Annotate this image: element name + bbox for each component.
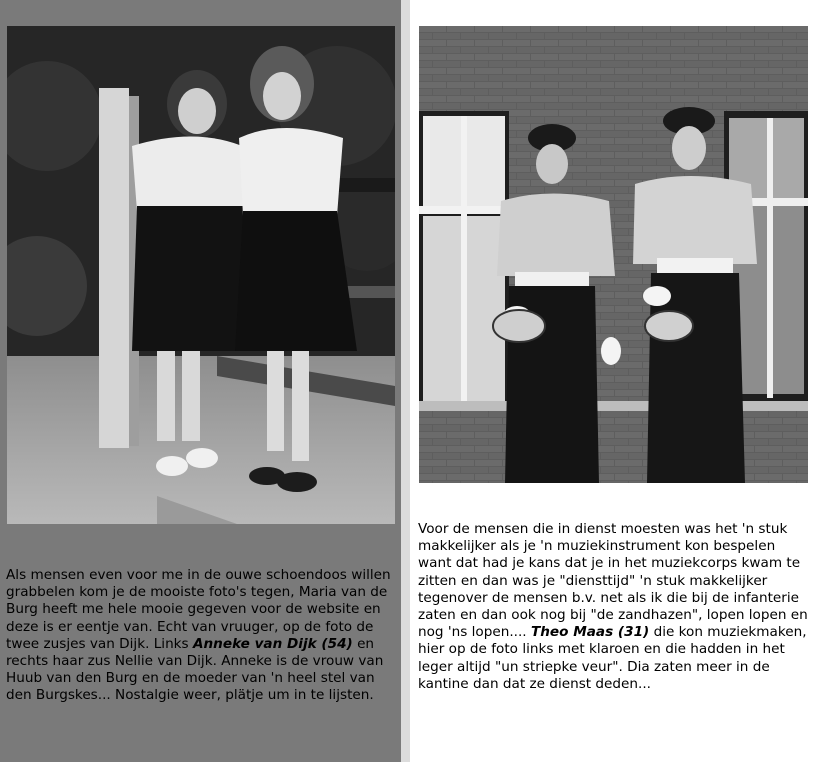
- photo-sisters: [7, 26, 395, 524]
- photo-sisters-image: [7, 26, 395, 524]
- caption-soldiers-text-2: die kon muziekmaken, hier op de foto links met klaroen en die hadden in het leger altijd "un striepke veur". Dia zaten meer in de kantine dan dat ze dienst deden...: [418, 624, 807, 692]
- photo-soldiers: [419, 26, 808, 483]
- caption-sisters: [6, 567, 396, 705]
- caption-soldiers-name: Theo Maas (31): [530, 624, 650, 641]
- photo-soldiers-image: [419, 26, 808, 483]
- caption-sisters-text-2: en rechts haar zus Nellie van Dijk. Anneke is de vrouw van Huub van den Burg en de moeder van 'n heel stel van den Burgskes... Nostalgie weer, plätje um in te lijsten.: [6, 635, 384, 704]
- caption-soldiers: [418, 521, 808, 693]
- caption-soldiers-text-1: Voor de mensen die in dienst moesten was het 'n stuk makkelijker als je 'n muziekinstrument kon bespelen want dat had je kans dat je in het muziekcorps kwam te zitten en dan was je "diensttijd" 'n stuk makkelijker tegenover de mensen b.v. net als ik die bij de infanterie zaten en dan ook nog bij "de zandhazen", lopen lopen en nog 'ns lopen....: [418, 521, 808, 641]
- column-divider: [401, 0, 410, 762]
- caption-sisters-text-1: Als mensen even voor me in de ouwe schoendoos willen grabbelen kom je de mooiste foto's tegen, Maria van de Burg heeft me hele mooie gegeven voor de website en deze is er eentje van. Echt van vruuger, op de foto de twee zusjes van Dijk. Links: [6, 567, 391, 652]
- caption-sisters-name: Anneke van Dijk (54): [192, 635, 353, 652]
